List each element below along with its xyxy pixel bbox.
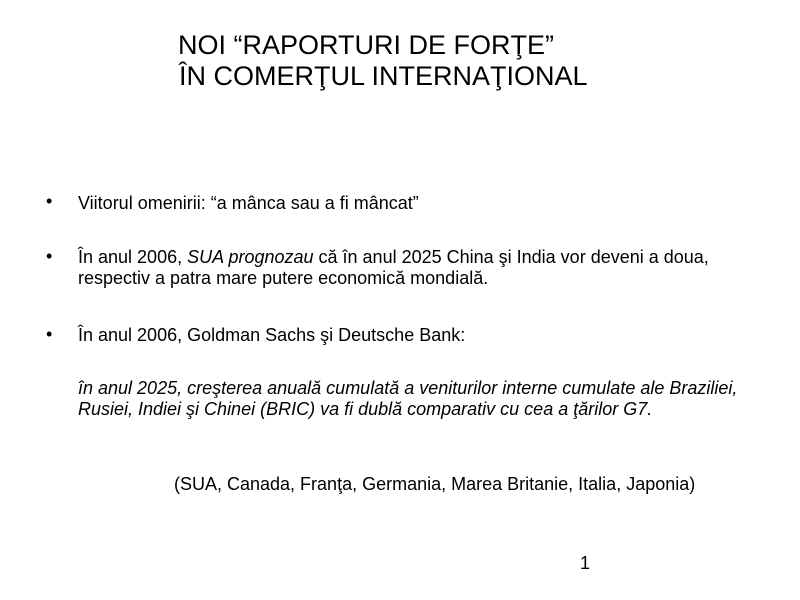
slide-title bbox=[178, 30, 588, 92]
item2-prefix: În anul 2006, bbox=[78, 247, 188, 267]
bullet-item-1: Viitorul omenirii: “a mânca sau a fi mâncat” bbox=[78, 193, 419, 213]
title-line-2: ÎN COMERŢUL INTERNAŢIONAL bbox=[179, 61, 588, 91]
bullet-item-3: În anul 2006, Goldman Sachs şi Deutsche Bank: bbox=[78, 325, 466, 345]
bric-forecast-text: în anul 2025, creşterea anuală cumulată a veniturilor interne cumulate ale Braziliei, Rusiei, Indiei şi Chinei (BRIC) va fi dublă comparativ cu cea a ţărilor G7. bbox=[78, 378, 738, 419]
title-line-1: NOI “RAPORTURI DE FORŢE” bbox=[178, 30, 555, 60]
bullet-icon: • bbox=[46, 324, 53, 344]
bullet-icon: • bbox=[46, 191, 53, 211]
page-number: 1 bbox=[580, 553, 591, 573]
item2-italic: SUA prognozau bbox=[187, 247, 314, 267]
item2-suffix: că în anul 2025 China şi India vor deveni a doua, respectiv a patra mare putere economică mondială. bbox=[78, 247, 709, 288]
bullet-icon: • bbox=[46, 246, 53, 266]
g7-countries-note: (SUA, Canada, Franţa, Germania, Marea Britanie, Italia, Japonia) bbox=[174, 474, 696, 494]
bullet-item-2 bbox=[78, 247, 758, 289]
